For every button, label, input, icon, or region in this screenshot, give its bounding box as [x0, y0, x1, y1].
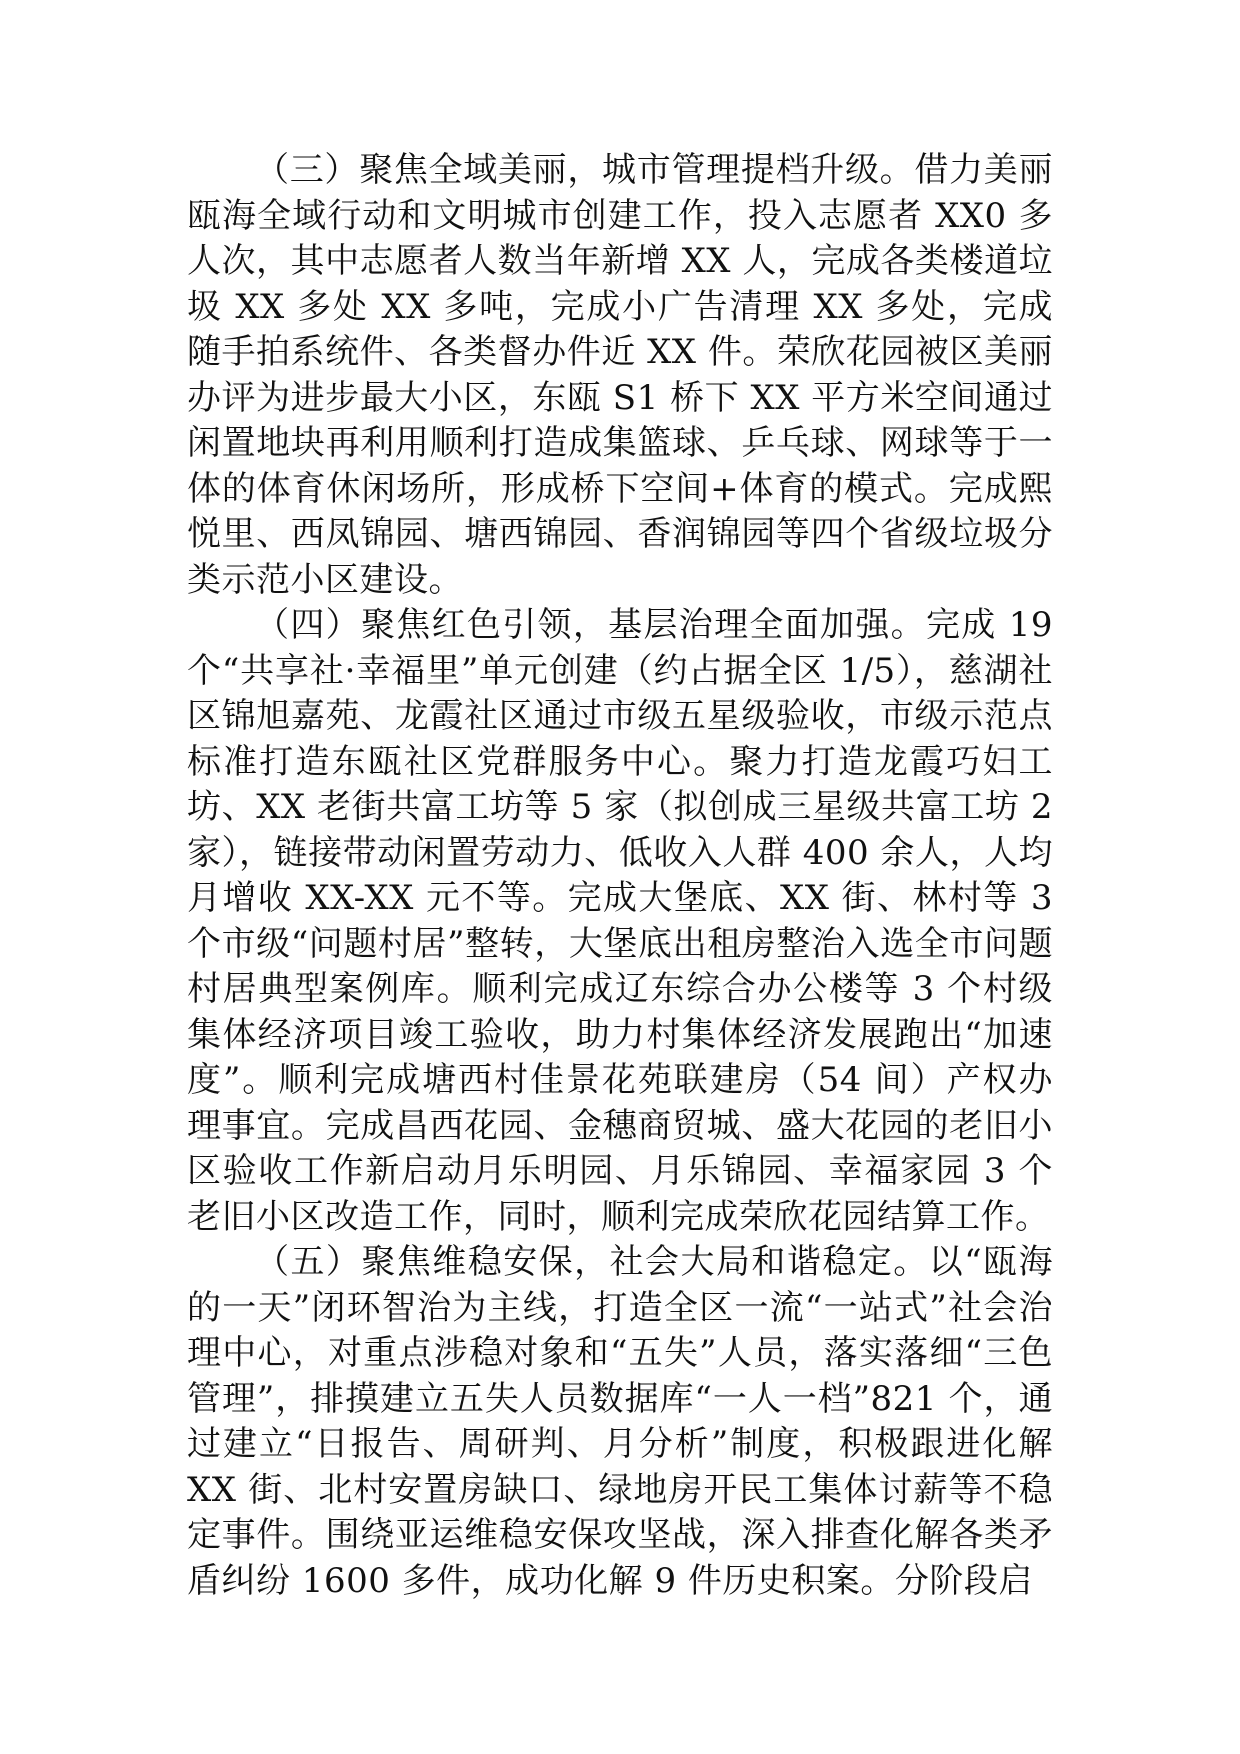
document-body: [187, 148, 1053, 1604]
paragraph-section-3: （三）聚焦全域美丽，城市管理提档升级。借力美丽瓯海全域行动和文明城市创建工作，投入志愿者 XX0 多人次，其中志愿者人数当年新增 XX 人，完成各类楼道垃圾 XX 多处 XX 多吨，完成小广告清理 XX 多处，完成随手拍系统件、各类督办件近 XX 件。荣欣花园被区美丽办评为进步最大小区，东瓯 S1 桥下 XX 平方米空间通过闲置地块再利用顺利打造成集篮球、乒乓球、网球等于一体的体育休闲场所，形成桥下空间+体育的模式。完成熙悦里、西凤锦园、塘西锦园、香润锦园等四个省级垃圾分类示范小区建设。: [187, 150, 1053, 600]
paragraph-section-5: （五）聚焦维稳安保，社会大局和谐稳定。以“瓯海的一天”闭环智治为主线，打造全区一流“一站式”社会治理中心，对重点涉稳对象和“五失”人员，落实落细“三色管理”，排摸建立五失人员数据库“一人一档”821 个，通过建立“日报告、周研判、月分析”制度，积极跟进化解 XX 街、北村安置房缺口、绿地房开民工集体讨薪等不稳定事件。围绕亚运维稳安保攻坚战，深入排查化解各类矛盾纠纷 1600 多件，成功化解 9 件历史积案。分阶段启: [187, 1242, 1053, 1601]
paragraph-section-4: （四）聚焦红色引领，基层治理全面加强。完成 19 个“共享社·幸福里”单元创建（约占据全区 1/5），慈湖社区锦旭嘉苑、龙霞社区通过市级五星级验收，市级示范点标准打造东瓯社区党群服务中心。聚力打造龙霞巧妇工坊、XX 老街共富工坊等 5 家（拟创成三星级共富工坊 2 家），链接带动闲置劳动力、低收入人群 400 余人，人均月增收 XX-XX 元不等。完成大堡底、XX 街、林村等 3 个市级“问题村居”整转，大堡底出租房整治入选全市问题村居典型案例库。顺利完成辽东综合办公楼等 3 个村级集体经济项目竣工验收，助力村集体经济发展跑出“加速度”。顺利完成塘西村佳景花苑联建房（54 间）产权办理事宜。完成昌西花园、金穗商贸城、盛大花园的老旧小区验收工作新启动月乐明园、月乐锦园、幸福家园 3 个老旧小区改造工作，同时，顺利完成荣欣花园结算工作。: [187, 605, 1053, 1237]
